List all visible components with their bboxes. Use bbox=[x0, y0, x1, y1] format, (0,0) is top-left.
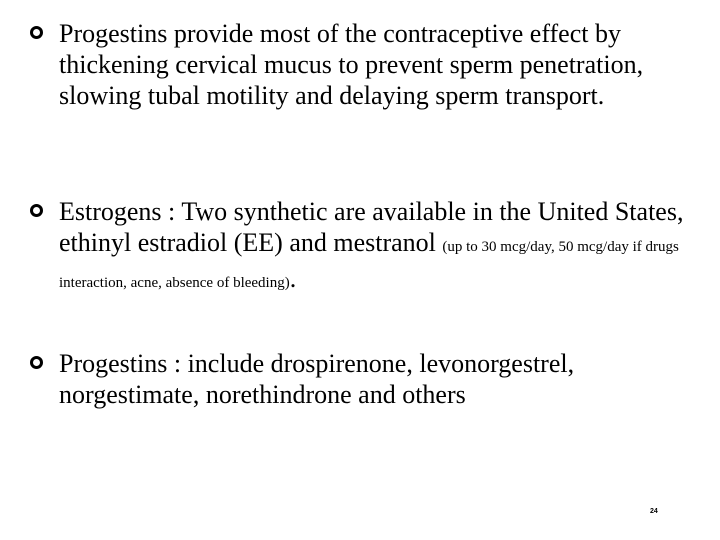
bullet-note: (up to 30 mcg/day, 50 mcg/day if drugs interaction, acne, absence of bleeding) bbox=[59, 239, 679, 291]
bullet-progestins-list bbox=[30, 348, 710, 410]
bullet-term: Progestins bbox=[59, 349, 168, 378]
bullet-circle-icon bbox=[30, 204, 43, 217]
bullet-tail: . bbox=[289, 264, 297, 293]
bullet-text: include drospirenone, levonorgestrel, norgestimate, norethindrone and others bbox=[59, 349, 575, 409]
bullet-circle-icon bbox=[30, 356, 43, 369]
bullet-separator: : bbox=[167, 349, 188, 378]
page-number: 24 bbox=[650, 508, 658, 515]
bullet-text: Progestins provide most of the contraceptive effect by thickening cervical mucus to prevent sperm penetration, slowing tubal motility and delaying sperm transport. bbox=[59, 19, 644, 110]
bullet-progestins-effect bbox=[30, 18, 710, 111]
bullet-estrogens bbox=[30, 196, 710, 299]
bullet-text: Two synthetic are available in the United States, ethinyl estradiol (EE) and mestranol bbox=[59, 197, 684, 257]
bullet-separator: : bbox=[161, 197, 182, 226]
bullet-circle-icon bbox=[30, 26, 43, 39]
bullet-term: Estrogens bbox=[59, 197, 162, 226]
